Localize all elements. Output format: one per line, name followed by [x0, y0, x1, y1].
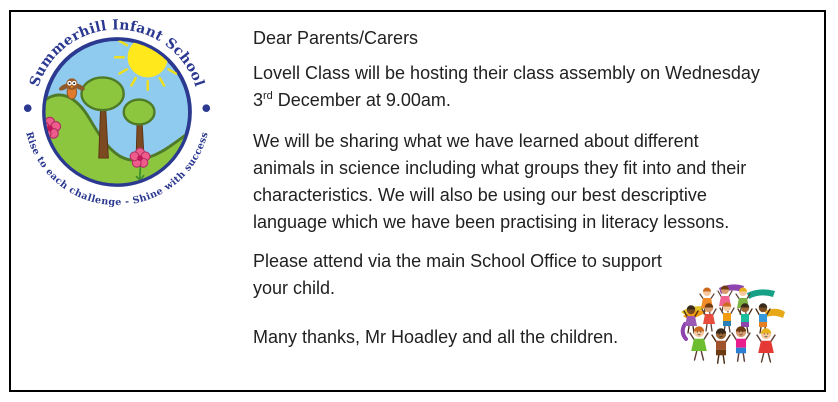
paragraph-line: your child.	[253, 278, 336, 298]
paragraph-line: language which we have been practising in literacy lessons.	[253, 212, 730, 232]
paragraph-assembly-content	[253, 128, 818, 236]
letter-frame	[9, 10, 826, 392]
school-logo	[21, 16, 213, 208]
children-celebrating-image	[679, 280, 786, 368]
paragraph-assembly-date	[253, 60, 818, 114]
paragraph-signoff: Many thanks, Mr Hoadley and all the children.	[253, 327, 619, 347]
ring-bullet-left	[24, 104, 32, 112]
school-logo-icon	[21, 16, 213, 208]
paragraph-line: We will be sharing what we have learned about different	[253, 131, 699, 151]
children-celebrating-icon	[679, 280, 786, 368]
ring-bullet-right	[202, 104, 210, 112]
salutation: Dear Parents/Carers	[253, 28, 419, 48]
logo-school-name: Summerhill Infant School	[26, 17, 208, 89]
paragraph-line: Please attend via the main School Office to support	[253, 251, 662, 271]
paragraph-line: animals in science including what groups they fit into and their	[253, 158, 747, 178]
ordinal-superscript: rd	[263, 90, 273, 102]
paragraph-line: characteristics. We will also be using our best descriptive	[253, 185, 707, 205]
logo-motto: Rise to each challenge - Shine with success	[23, 130, 211, 208]
paragraph-line: Lovell Class will be hosting their class assembly on Wednesday	[253, 63, 760, 83]
paragraph-line: 3rd December at 9.00am.	[253, 90, 451, 110]
